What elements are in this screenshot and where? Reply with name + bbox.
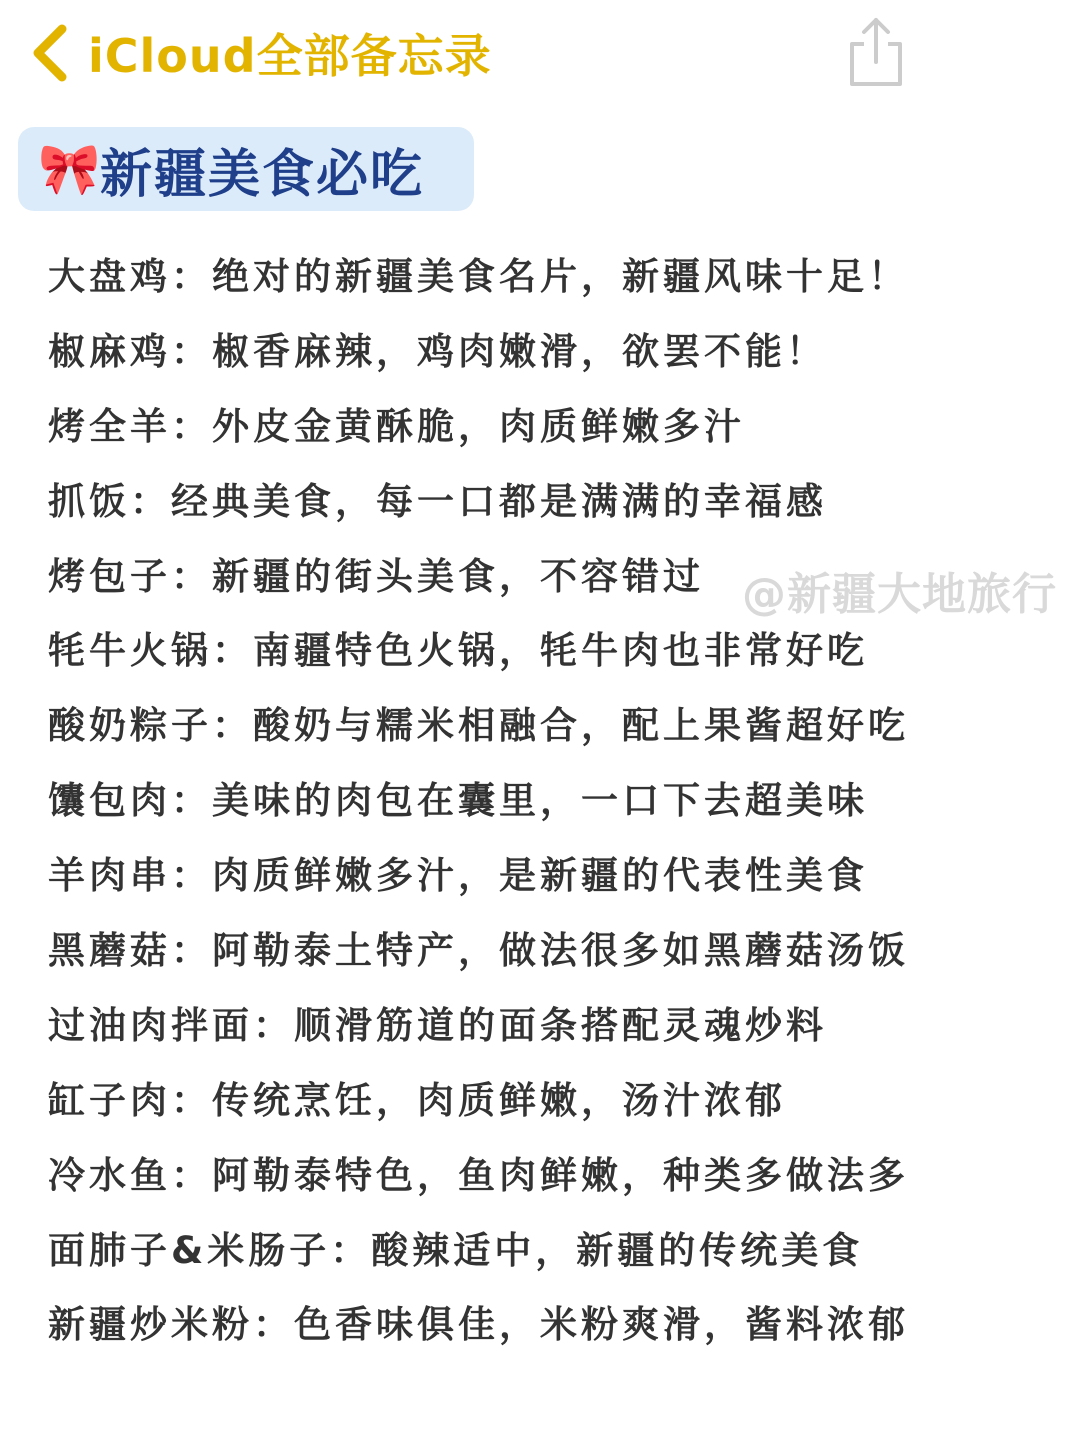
food-name: 椒麻鸡	[48, 329, 171, 373]
list-item	[48, 989, 1048, 1064]
separator: ：	[171, 255, 212, 298]
food-description: 肉质鲜嫩多汁，是新疆的代表性美食	[212, 854, 868, 898]
food-name: 冷水鱼	[48, 1153, 171, 1197]
separator: ：	[171, 329, 212, 373]
food-name: 牦牛火锅	[48, 629, 212, 673]
list-item	[48, 689, 1048, 764]
food-description: 传统烹饪，肉质鲜嫩，汤汁浓郁	[212, 1078, 786, 1122]
share-icon	[844, 14, 908, 88]
list-item	[48, 240, 1048, 315]
food-description: 酸辣适中，新疆的传统美食	[371, 1228, 864, 1272]
food-description: 南疆特色火锅，牦牛肉也非常好吃	[253, 629, 868, 673]
list-item	[48, 614, 1048, 689]
list-item	[48, 465, 1048, 540]
note-title: 新疆美食必吃	[100, 144, 425, 205]
separator: ：	[212, 704, 253, 748]
list-item	[48, 315, 1048, 390]
back-button[interactable]	[28, 18, 492, 88]
separator: ：	[253, 1303, 294, 1347]
food-name: 过油肉拌面	[48, 1003, 253, 1047]
back-label: iCloud全部备忘录	[88, 29, 492, 83]
food-name: 烤全羊	[48, 404, 171, 448]
food-description: 绝对的新疆美食名片，新疆风味十足！	[212, 255, 909, 298]
food-description: 阿勒泰特色，鱼肉鲜嫩，种类多做法多	[212, 1153, 909, 1197]
food-name: 烤包子	[48, 554, 171, 598]
separator: ：	[171, 779, 212, 823]
separator: ：	[171, 1078, 212, 1122]
food-name: 羊肉串	[48, 854, 171, 898]
food-name: 新疆炒米粉	[48, 1303, 253, 1347]
food-name: 大盘鸡	[48, 255, 171, 298]
food-description: 阿勒泰土特产，做法很多如黑蘑菇汤饭	[212, 929, 909, 973]
separator: ：	[130, 479, 171, 523]
list-item	[48, 839, 1048, 914]
chevron-left-icon	[28, 21, 72, 85]
list-item	[48, 390, 1048, 465]
list-item	[48, 1064, 1048, 1139]
separator: ：	[171, 554, 212, 598]
list-item	[48, 1288, 1048, 1363]
food-name: 缸子肉	[48, 1078, 171, 1122]
list-item	[48, 914, 1048, 989]
food-list	[48, 240, 1048, 1363]
food-name: 黑蘑菇	[48, 929, 171, 973]
separator: ：	[212, 629, 253, 673]
list-item	[48, 764, 1048, 839]
food-description: 椒香麻辣，鸡肉嫩滑，欲罢不能！	[212, 329, 827, 373]
food-description: 新疆的街头美食，不容错过	[212, 554, 704, 598]
separator: ：	[171, 854, 212, 898]
separator: ：	[171, 1153, 212, 1197]
food-name: 馕包肉	[48, 779, 171, 823]
note-title-banner	[18, 127, 474, 211]
list-item	[48, 1214, 1048, 1289]
food-name: 酸奶粽子	[48, 704, 212, 748]
separator: ：	[171, 404, 212, 448]
food-description: 经典美食，每一口都是满满的幸福感	[171, 479, 827, 523]
separator: ：	[330, 1228, 372, 1272]
watermark: @新疆大地旅行	[742, 569, 1057, 620]
separator: ：	[253, 1003, 294, 1047]
nav-bar	[0, 0, 1080, 110]
food-description: 外皮金黄酥脆，肉质鲜嫩多汁	[212, 404, 745, 448]
food-name: 面肺子&米肠子	[48, 1228, 331, 1272]
food-description: 酸奶与糯米相融合，配上果酱超好吃	[253, 704, 909, 748]
ribbon-bow-icon: 🎀	[38, 140, 101, 198]
food-description: 色香味俱佳，米粉爽滑，酱料浓郁	[294, 1303, 909, 1347]
share-button[interactable]	[844, 14, 908, 88]
food-name: 抓饭	[48, 479, 130, 523]
separator: ：	[171, 929, 212, 973]
list-item	[48, 1139, 1048, 1214]
food-description: 美味的肉包在囊里，一口下去超美味	[212, 779, 868, 823]
food-description: 顺滑筋道的面条搭配灵魂炒料	[294, 1003, 827, 1047]
